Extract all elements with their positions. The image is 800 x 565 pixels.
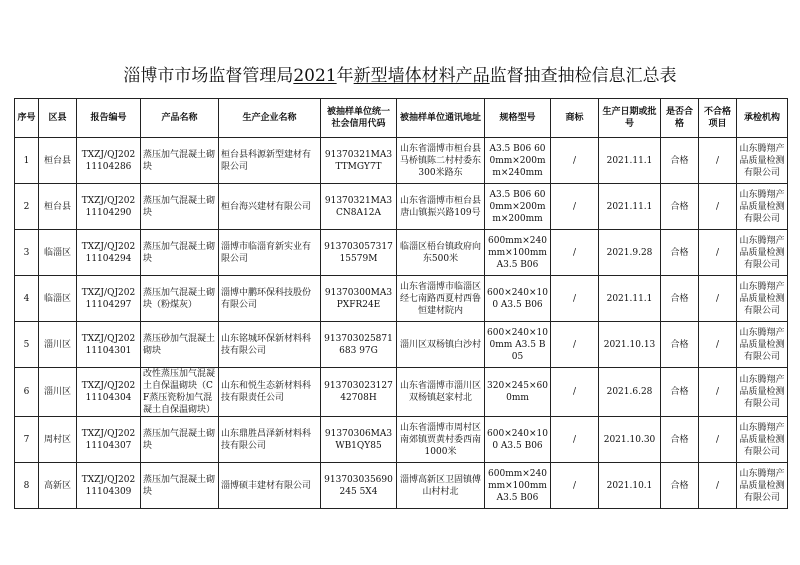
cell-county: 桓台县 xyxy=(39,138,77,184)
cell-date: 2021.10.13 xyxy=(599,322,661,368)
cell-county: 临淄区 xyxy=(39,276,77,322)
cell-spec: 600×240×100 A3.5 B06 xyxy=(485,417,551,463)
cell-fail: / xyxy=(699,322,737,368)
cell-maker: 山东铭城环保新材料科技有限公司 xyxy=(219,322,321,368)
cell-report: TXZJ/QJ20211104297 xyxy=(77,276,141,322)
cell-report: TXZJ/QJ20211104286 xyxy=(77,138,141,184)
cell-county: 桓台县 xyxy=(39,184,77,230)
title-year: 2021 xyxy=(293,66,337,86)
cell-address: 山东省淄博市桓台县唐山镇振兴路109号 xyxy=(397,184,485,230)
cell-code: 91370302312742708H xyxy=(321,368,397,417)
cell-brand: / xyxy=(551,184,599,230)
table-row xyxy=(15,276,788,322)
cell-lab: 山东腾翔产品质量检测有限公司 xyxy=(737,368,788,417)
cell-spec: A3.5 B06 600mm×200mm×240mm xyxy=(485,138,551,184)
title-nian: 年 xyxy=(336,66,354,86)
cell-maker: 山东鼎胜昌泽新材料科技有限公司 xyxy=(219,417,321,463)
cell-fail: / xyxy=(699,138,737,184)
cell-spec: 600×240×100 A3.5 B06 xyxy=(485,276,551,322)
cell-no: 2 xyxy=(15,184,39,230)
header-fail: 不合格项目 xyxy=(699,99,737,138)
cell-code: 913703035690245 5X4 xyxy=(321,463,397,509)
cell-fail: / xyxy=(699,276,737,322)
header-code: 被抽样单位统一社会信用代码 xyxy=(321,99,397,138)
table-row xyxy=(15,463,788,509)
table-row xyxy=(15,368,788,417)
cell-code: 91370321MA3CN8A12A xyxy=(321,184,397,230)
table-row xyxy=(15,138,788,184)
cell-maker: 淄博市临淄育新实业有限公司 xyxy=(219,230,321,276)
header-product: 产品名称 xyxy=(141,99,219,138)
table-row xyxy=(15,184,788,230)
cell-spec: 600×240×100mm A3.5 B05 xyxy=(485,322,551,368)
cell-lab: 山东腾翔产品质量检测有限公司 xyxy=(737,322,788,368)
header-spec: 规格型号 xyxy=(485,99,551,138)
cell-date: 2021.10.1 xyxy=(599,463,661,509)
cell-address: 临淄区梧台镇政府向东500米 xyxy=(397,230,485,276)
cell-no: 3 xyxy=(15,230,39,276)
cell-maker: 淄博硕丰建材有限公司 xyxy=(219,463,321,509)
cell-pass: 合格 xyxy=(661,230,699,276)
cell-code: 91370306MA3WB1QY85 xyxy=(321,417,397,463)
cell-report: TXZJ/QJ20211104301 xyxy=(77,322,141,368)
table-row xyxy=(15,322,788,368)
cell-pass: 合格 xyxy=(661,276,699,322)
table-row xyxy=(15,230,788,276)
cell-no: 5 xyxy=(15,322,39,368)
cell-pass: 合格 xyxy=(661,368,699,417)
cell-product: 改性蒸压加气混凝土自保温砌块（CF蒸压瓷粉加气混凝土自保温砌块） xyxy=(141,368,219,417)
cell-no: 8 xyxy=(15,463,39,509)
cell-fail: / xyxy=(699,230,737,276)
cell-code: 91370300MA3PXFR24E xyxy=(321,276,397,322)
title-category: 新型墙体材料产品 xyxy=(353,66,490,86)
cell-spec: 600mm×240mm×100mm A3.5 B06 xyxy=(485,230,551,276)
cell-brand: / xyxy=(551,138,599,184)
cell-pass: 合格 xyxy=(661,417,699,463)
cell-no: 4 xyxy=(15,276,39,322)
header-pass: 是否合格 xyxy=(661,99,699,138)
cell-maker: 桓台县科源新型建材有限公司 xyxy=(219,138,321,184)
cell-address: 山东省淄博市桓台县马桥镇陈二村村委东300米路东 xyxy=(397,138,485,184)
cell-county: 淄川区 xyxy=(39,368,77,417)
cell-date: 2021.10.30 xyxy=(599,417,661,463)
header-report: 报告编号 xyxy=(77,99,141,138)
cell-code: 913703025871683 97G xyxy=(321,322,397,368)
cell-product: 蒸压加气混凝土砌块 xyxy=(141,463,219,509)
cell-brand: / xyxy=(551,368,599,417)
cell-pass: 合格 xyxy=(661,322,699,368)
header-maker: 生产企业名称 xyxy=(219,99,321,138)
header-county: 区县 xyxy=(39,99,77,138)
cell-lab: 山东腾翔产品质量检测有限公司 xyxy=(737,417,788,463)
cell-spec: 600mm×240mm×100mm A3.5 B06 xyxy=(485,463,551,509)
title-prefix: 淄博市市场监督管理局 xyxy=(123,66,294,86)
cell-maker: 淄博中鹏环保科技股份有限公司 xyxy=(219,276,321,322)
cell-maker: 山东和悦生态新材料科技有限责任公司 xyxy=(219,368,321,417)
cell-county: 淄川区 xyxy=(39,322,77,368)
cell-fail: / xyxy=(699,463,737,509)
cell-lab: 山东腾翔产品质量检测有限公司 xyxy=(737,184,788,230)
title-suffix: 监督抽查抽检信息汇总表 xyxy=(489,66,677,86)
cell-code: 91370305731715579M xyxy=(321,230,397,276)
cell-product: 蒸压砂加气混凝土砌块 xyxy=(141,322,219,368)
cell-brand: / xyxy=(551,463,599,509)
cell-date: 2021.11.1 xyxy=(599,276,661,322)
cell-product: 蒸压加气混凝土砌块 xyxy=(141,230,219,276)
cell-pass: 合格 xyxy=(661,463,699,509)
cell-date: 2021.11.1 xyxy=(599,184,661,230)
header-row xyxy=(15,99,788,138)
header-brand: 商标 xyxy=(551,99,599,138)
cell-date: 2021.11.1 xyxy=(599,138,661,184)
cell-county: 周村区 xyxy=(39,417,77,463)
inspection-table xyxy=(14,98,788,509)
page-title xyxy=(0,66,800,86)
cell-report: TXZJ/QJ20211104290 xyxy=(77,184,141,230)
cell-fail: / xyxy=(699,368,737,417)
cell-fail: / xyxy=(699,184,737,230)
header-lab: 承检机构 xyxy=(737,99,788,138)
table-body xyxy=(15,138,788,509)
cell-report: TXZJ/QJ20211104304 xyxy=(77,368,141,417)
cell-product: 蒸压加气混凝土砌块 xyxy=(141,417,219,463)
cell-lab: 山东腾翔产品质量检测有限公司 xyxy=(737,276,788,322)
cell-no: 7 xyxy=(15,417,39,463)
cell-date: 2021.9.28 xyxy=(599,230,661,276)
cell-date: 2021.6.28 xyxy=(599,368,661,417)
cell-report: TXZJ/QJ20211104309 xyxy=(77,463,141,509)
cell-address: 淄博高新区卫固镇傅山村村北 xyxy=(397,463,485,509)
cell-report: TXZJ/QJ20211104294 xyxy=(77,230,141,276)
cell-brand: / xyxy=(551,276,599,322)
cell-code: 91370321MA3TTMGY7T xyxy=(321,138,397,184)
cell-lab: 山东腾翔产品质量检测有限公司 xyxy=(737,230,788,276)
cell-lab: 山东腾翔产品质量检测有限公司 xyxy=(737,463,788,509)
cell-address: 山东省淄博市临淄区经七南路西夏村西鲁恒建材院内 xyxy=(397,276,485,322)
table-row xyxy=(15,417,788,463)
cell-product: 蒸压加气混凝土砌块 xyxy=(141,138,219,184)
cell-fail: / xyxy=(699,417,737,463)
cell-report: TXZJ/QJ20211104307 xyxy=(77,417,141,463)
header-address: 被抽样单位通讯地址 xyxy=(397,99,485,138)
cell-address: 山东省淄博市周村区南郊镇贾黄村委西南1000米 xyxy=(397,417,485,463)
cell-brand: / xyxy=(551,322,599,368)
cell-address: 山东省淄博市淄川区双杨镇赵家村北 xyxy=(397,368,485,417)
header-date: 生产日期或批号 xyxy=(599,99,661,138)
cell-no: 6 xyxy=(15,368,39,417)
cell-brand: / xyxy=(551,230,599,276)
header-no: 序号 xyxy=(15,99,39,138)
cell-lab: 山东腾翔产品质量检测有限公司 xyxy=(737,138,788,184)
cell-no: 1 xyxy=(15,138,39,184)
cell-product: 蒸压加气混凝土砌块 xyxy=(141,184,219,230)
cell-spec: A3.5 B06 600mm×200mm×200mm xyxy=(485,184,551,230)
cell-county: 临淄区 xyxy=(39,230,77,276)
cell-address: 淄川区双杨镇白沙村 xyxy=(397,322,485,368)
cell-pass: 合格 xyxy=(661,184,699,230)
cell-product: 蒸压加气混凝土砌块（粉煤灰） xyxy=(141,276,219,322)
cell-county: 高新区 xyxy=(39,463,77,509)
cell-pass: 合格 xyxy=(661,138,699,184)
cell-spec: 320×245×600mm xyxy=(485,368,551,417)
cell-maker: 桓台海兴建材有限公司 xyxy=(219,184,321,230)
cell-brand: / xyxy=(551,417,599,463)
